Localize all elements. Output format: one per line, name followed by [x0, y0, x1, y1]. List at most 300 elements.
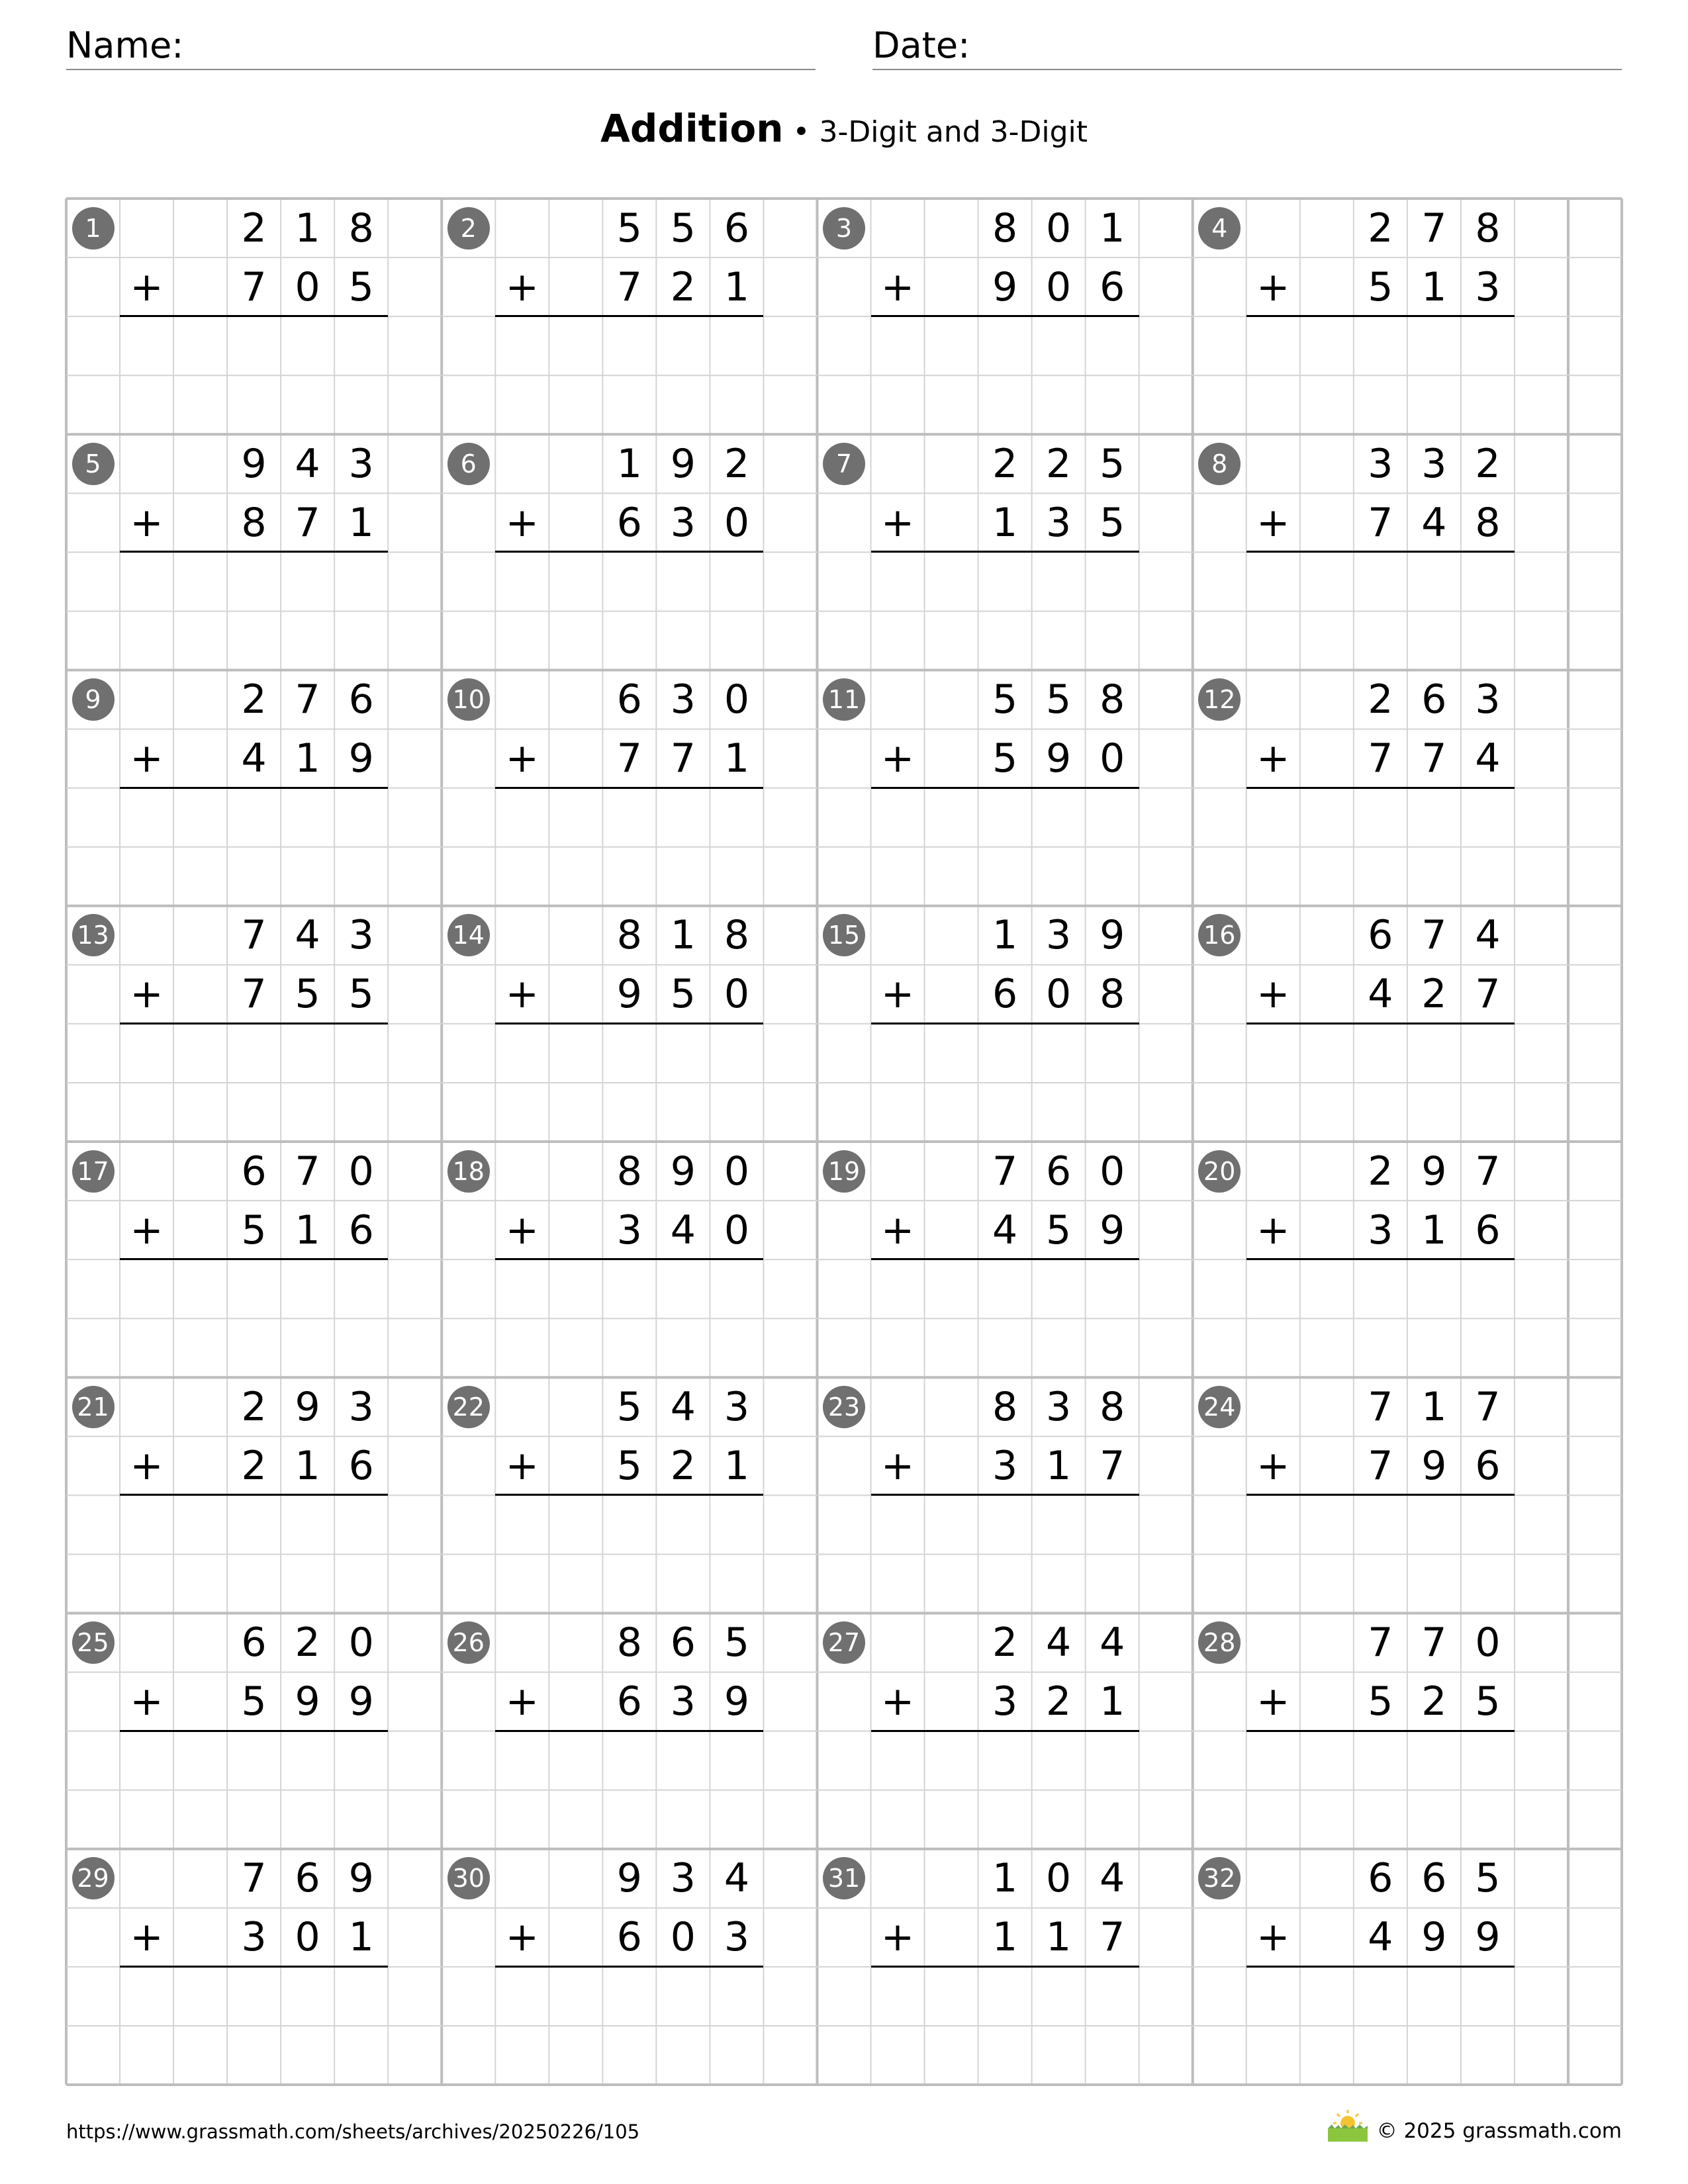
- answer-cell[interactable]: [1461, 1495, 1515, 1554]
- answer-cell[interactable]: [871, 316, 925, 375]
- top-digit: 2: [241, 676, 267, 723]
- top-digit: 9: [348, 1855, 374, 1902]
- answer-cell[interactable]: [1461, 1731, 1515, 1790]
- answer-cell[interactable]: [1354, 1967, 1407, 2026]
- answer-cell[interactable]: [925, 788, 978, 847]
- top-digit: 7: [1421, 912, 1447, 959]
- top-digit: 3: [1368, 440, 1393, 487]
- answer-cell[interactable]: [1246, 1731, 1300, 1790]
- answer-cell[interactable]: [602, 1259, 656, 1318]
- answer-cell[interactable]: [656, 316, 710, 375]
- answer-cell[interactable]: [1407, 1259, 1461, 1318]
- top-digit: 6: [295, 1855, 320, 1902]
- bottom-digit: 5: [295, 971, 320, 1018]
- answer-cell[interactable]: [495, 316, 549, 375]
- bottom-digit: 9: [1421, 1442, 1447, 1489]
- answer-cell[interactable]: [602, 1967, 656, 2026]
- answer-cell[interactable]: [925, 552, 978, 611]
- answer-cell[interactable]: [871, 788, 925, 847]
- plus-sign: +: [505, 1678, 539, 1725]
- answer-cell[interactable]: [1354, 552, 1407, 611]
- bottom-digit: 3: [1368, 1206, 1393, 1253]
- top-digit: 7: [241, 912, 267, 959]
- answer-cell[interactable]: [978, 1024, 1032, 1083]
- answer-cell[interactable]: [549, 1967, 602, 2026]
- answer-cell[interactable]: [227, 1967, 281, 2026]
- answer-cell[interactable]: [281, 552, 334, 611]
- bottom-digit: 5: [616, 1442, 642, 1489]
- answer-cell[interactable]: [334, 788, 388, 847]
- answer-cell[interactable]: [1246, 316, 1300, 375]
- answer-cell[interactable]: [1032, 552, 1086, 611]
- answer-cell[interactable]: [281, 316, 334, 375]
- title-main: Addition: [600, 106, 784, 151]
- top-digit: 4: [295, 912, 320, 959]
- answer-cell[interactable]: [1086, 1967, 1139, 2026]
- answer-cell[interactable]: [1086, 316, 1139, 375]
- answer-cell[interactable]: [656, 1495, 710, 1554]
- answer-cell[interactable]: [1086, 1731, 1139, 1790]
- top-digit: 7: [295, 676, 320, 723]
- answer-cell[interactable]: [1032, 1259, 1086, 1318]
- problem-number-badge: 14: [447, 914, 490, 956]
- top-digit: 3: [670, 676, 696, 723]
- answer-cell[interactable]: [173, 1024, 227, 1083]
- answer-cell[interactable]: [120, 788, 173, 847]
- problem-number-badge: 1: [72, 207, 115, 250]
- bottom-digit: 1: [1046, 1914, 1072, 1961]
- answer-cell[interactable]: [710, 788, 763, 847]
- answer-cell[interactable]: [656, 1731, 710, 1790]
- top-digit: 9: [1100, 912, 1125, 959]
- bottom-digit: 9: [1475, 1914, 1501, 1961]
- answer-cell[interactable]: [871, 1967, 925, 2026]
- answer-cell[interactable]: [227, 316, 281, 375]
- bottom-digit: 1: [724, 1442, 750, 1489]
- top-digit: 9: [295, 1383, 320, 1430]
- bottom-digit: 7: [241, 971, 267, 1018]
- bottom-digit: 5: [1046, 1206, 1072, 1253]
- bottom-digit: 7: [670, 735, 696, 782]
- answer-cell[interactable]: [334, 1731, 388, 1790]
- answer-cell[interactable]: [173, 1731, 227, 1790]
- answer-cell[interactable]: [1086, 552, 1139, 611]
- answer-cell[interactable]: [925, 1967, 978, 2026]
- top-digit: 2: [1368, 205, 1393, 251]
- top-digit: 2: [724, 440, 750, 487]
- bottom-digit: 4: [1368, 971, 1393, 1018]
- top-digit: 5: [1046, 676, 1072, 723]
- answer-cell[interactable]: [227, 1495, 281, 1554]
- bottom-digit: 0: [1100, 735, 1125, 782]
- bottom-digit: 9: [1421, 1914, 1447, 1961]
- bottom-digit: 1: [348, 499, 374, 546]
- answer-cell[interactable]: [710, 1495, 763, 1554]
- answer-cell[interactable]: [1407, 1024, 1461, 1083]
- answer-cell[interactable]: [281, 1259, 334, 1318]
- answer-cell[interactable]: [1407, 788, 1461, 847]
- answer-cell[interactable]: [549, 1731, 602, 1790]
- answer-cell[interactable]: [1032, 1731, 1086, 1790]
- answer-cell[interactable]: [495, 1024, 549, 1083]
- plus-sign: +: [505, 499, 539, 546]
- answer-cell[interactable]: [281, 1731, 334, 1790]
- answer-cell[interactable]: [1246, 1495, 1300, 1554]
- plus-sign: +: [505, 263, 539, 310]
- top-digit: 6: [1368, 1855, 1393, 1902]
- answer-cell[interactable]: [1300, 316, 1354, 375]
- answer-cell[interactable]: [549, 552, 602, 611]
- top-digit: 4: [295, 440, 320, 487]
- answer-cell[interactable]: [173, 316, 227, 375]
- answer-cell[interactable]: [1407, 552, 1461, 611]
- answer-cell[interactable]: [1461, 316, 1515, 375]
- answer-cell[interactable]: [1461, 788, 1515, 847]
- bottom-digit: 5: [1368, 263, 1393, 310]
- top-digit: 9: [670, 1148, 696, 1195]
- answer-cell[interactable]: [925, 1495, 978, 1554]
- answer-cell[interactable]: [1461, 552, 1515, 611]
- top-digit: 4: [1100, 1619, 1125, 1666]
- bottom-digit: 7: [295, 499, 320, 546]
- top-digit: 1: [1100, 205, 1125, 251]
- answer-cell[interactable]: [120, 552, 173, 611]
- top-digit: 2: [295, 1619, 320, 1666]
- answer-cell[interactable]: [710, 316, 763, 375]
- answer-cell[interactable]: [120, 1024, 173, 1083]
- answer-cell[interactable]: [978, 1731, 1032, 1790]
- bottom-digit: 4: [1368, 1914, 1393, 1961]
- bottom-digit: 6: [348, 1206, 374, 1253]
- answer-cell[interactable]: [710, 1967, 763, 2026]
- top-digit: 0: [1046, 1855, 1072, 1902]
- answer-cell[interactable]: [656, 1259, 710, 1318]
- bottom-digit: 2: [1421, 1678, 1447, 1725]
- bottom-digit: 6: [1475, 1442, 1501, 1489]
- answer-cell[interactable]: [925, 316, 978, 375]
- problem-number-badge: 24: [1198, 1386, 1241, 1428]
- answer-cell[interactable]: [173, 1495, 227, 1554]
- top-digit: 7: [1368, 1619, 1393, 1666]
- answer-cell[interactable]: [549, 1259, 602, 1318]
- answer-cell[interactable]: [656, 1024, 710, 1083]
- bottom-digit: 0: [724, 1206, 750, 1253]
- top-digit: 6: [1368, 912, 1393, 959]
- sun-over-grass-icon: [1325, 2107, 1370, 2146]
- top-digit: 6: [724, 205, 750, 251]
- top-digit: 0: [1475, 1619, 1501, 1666]
- bottom-digit: 5: [670, 971, 696, 1018]
- top-digit: 3: [724, 1383, 750, 1430]
- answer-cell[interactable]: [1032, 1967, 1086, 2026]
- answer-cell[interactable]: [1300, 552, 1354, 611]
- answer-cell[interactable]: [1461, 1967, 1515, 2026]
- problem-number-badge: 13: [72, 914, 115, 956]
- answer-cell[interactable]: [549, 1024, 602, 1083]
- answer-cell[interactable]: [1461, 1259, 1515, 1318]
- answer-cell[interactable]: [281, 1024, 334, 1083]
- answer-cell[interactable]: [549, 1495, 602, 1554]
- bottom-digit: 2: [670, 1442, 696, 1489]
- answer-cell[interactable]: [1246, 1024, 1300, 1083]
- bottom-digit: 7: [616, 263, 642, 310]
- problem-number-badge: 23: [823, 1386, 865, 1428]
- answer-cell[interactable]: [602, 1495, 656, 1554]
- answer-cell[interactable]: [1086, 1259, 1139, 1318]
- plus-sign: +: [880, 1678, 915, 1725]
- bottom-digit: 6: [1100, 263, 1125, 310]
- top-digit: 7: [1421, 1619, 1447, 1666]
- top-digit: 8: [1475, 205, 1501, 251]
- answer-cell[interactable]: [495, 552, 549, 611]
- answer-cell[interactable]: [1300, 1495, 1354, 1554]
- bottom-digit: 3: [992, 1678, 1018, 1725]
- answer-cell[interactable]: [871, 1024, 925, 1083]
- plus-sign: +: [130, 1442, 164, 1489]
- answer-cell[interactable]: [1407, 1495, 1461, 1554]
- answer-cell[interactable]: [978, 552, 1032, 611]
- top-digit: 9: [616, 1855, 642, 1902]
- top-digit: 1: [670, 912, 696, 959]
- answer-cell[interactable]: [1300, 1731, 1354, 1790]
- answer-cell[interactable]: [1246, 1967, 1300, 2026]
- answer-cell[interactable]: [334, 1024, 388, 1083]
- answer-cell[interactable]: [602, 1024, 656, 1083]
- answer-cell[interactable]: [227, 788, 281, 847]
- answer-cell[interactable]: [1461, 1024, 1515, 1083]
- plus-sign: +: [1256, 971, 1290, 1018]
- top-digit: 2: [992, 440, 1018, 487]
- top-digit: 7: [1475, 1148, 1501, 1195]
- top-digit: 5: [616, 205, 642, 251]
- problem-number-badge: 9: [72, 678, 115, 721]
- answer-cell[interactable]: [1407, 1731, 1461, 1790]
- bottom-digit: 5: [992, 735, 1018, 782]
- top-digit: 2: [1046, 440, 1072, 487]
- answer-cell[interactable]: [281, 788, 334, 847]
- bottom-digit: 6: [1475, 1206, 1501, 1253]
- top-digit: 4: [1046, 1619, 1072, 1666]
- answer-cell[interactable]: [602, 316, 656, 375]
- answer-cell[interactable]: [656, 788, 710, 847]
- top-digit: 8: [616, 1619, 642, 1666]
- bottom-digit: 0: [724, 499, 750, 546]
- bottom-digit: 2: [670, 263, 696, 310]
- bottom-digit: 3: [670, 1678, 696, 1725]
- answer-cell[interactable]: [1086, 1024, 1139, 1083]
- answer-cell[interactable]: [549, 788, 602, 847]
- answer-cell[interactable]: [656, 552, 710, 611]
- answer-cell[interactable]: [334, 1495, 388, 1554]
- top-digit: 3: [1421, 440, 1447, 487]
- answer-cell[interactable]: [1246, 788, 1300, 847]
- bottom-digit: 8: [241, 499, 267, 546]
- answer-cell[interactable]: [978, 1495, 1032, 1554]
- answer-cell[interactable]: [1086, 788, 1139, 847]
- answer-cell[interactable]: [1300, 1967, 1354, 2026]
- answer-cell[interactable]: [871, 1731, 925, 1790]
- bottom-digit: 1: [724, 263, 750, 310]
- plus-sign: +: [130, 735, 164, 782]
- answer-cell[interactable]: [1300, 1259, 1354, 1318]
- answer-cell[interactable]: [1032, 1024, 1086, 1083]
- plus-sign: +: [130, 499, 164, 546]
- top-digit: 6: [241, 1619, 267, 1666]
- answer-cell[interactable]: [334, 316, 388, 375]
- bottom-digit: 3: [1046, 499, 1072, 546]
- top-digit: 8: [616, 912, 642, 959]
- answer-cell[interactable]: [1032, 1495, 1086, 1554]
- bottom-digit: 1: [295, 1206, 320, 1253]
- top-digit: 5: [992, 676, 1018, 723]
- answer-cell[interactable]: [871, 1495, 925, 1554]
- answer-cell[interactable]: [710, 1259, 763, 1318]
- bottom-digit: 7: [1100, 1442, 1125, 1489]
- bottom-digit: 6: [616, 499, 642, 546]
- top-digit: 8: [1100, 1383, 1125, 1430]
- bottom-digit: 5: [348, 263, 374, 310]
- problem-number-badge: 8: [1198, 443, 1241, 485]
- plus-sign: +: [880, 1914, 915, 1961]
- problem-number-badge: 17: [72, 1150, 115, 1193]
- answer-cell[interactable]: [978, 1967, 1032, 2026]
- answer-cell[interactable]: [1354, 1495, 1407, 1554]
- bottom-digit: 6: [348, 1442, 374, 1489]
- bottom-digit: 3: [1475, 263, 1501, 310]
- plus-sign: +: [505, 1206, 539, 1253]
- answer-cell[interactable]: [978, 316, 1032, 375]
- answer-cell[interactable]: [602, 1731, 656, 1790]
- plus-sign: +: [880, 263, 915, 310]
- answer-cell[interactable]: [495, 788, 549, 847]
- answer-cell[interactable]: [871, 1259, 925, 1318]
- bottom-digit: 0: [295, 263, 320, 310]
- answer-cell[interactable]: [1354, 1731, 1407, 1790]
- answer-cell[interactable]: [978, 788, 1032, 847]
- top-digit: 2: [1475, 440, 1501, 487]
- plus-sign: +: [505, 1914, 539, 1961]
- answer-cell[interactable]: [1246, 552, 1300, 611]
- plus-sign: +: [130, 263, 164, 310]
- answer-cell[interactable]: [120, 1495, 173, 1554]
- problem-number-badge: 18: [447, 1150, 490, 1193]
- problem-number-badge: 11: [823, 678, 865, 721]
- answer-cell[interactable]: [120, 1259, 173, 1318]
- answer-cell[interactable]: [710, 1024, 763, 1083]
- top-digit: 0: [348, 1619, 374, 1666]
- answer-cell[interactable]: [120, 1967, 173, 2026]
- answer-cell[interactable]: [925, 1259, 978, 1318]
- top-digit: 1: [1421, 1383, 1447, 1430]
- answer-cell[interactable]: [602, 552, 656, 611]
- answer-cell[interactable]: [334, 552, 388, 611]
- problem-number-badge: 22: [447, 1386, 490, 1428]
- answer-cell[interactable]: [602, 788, 656, 847]
- name-label: Name:: [66, 24, 184, 66]
- answer-cell[interactable]: [120, 316, 173, 375]
- bottom-digit: 4: [1475, 735, 1501, 782]
- answer-cell[interactable]: [227, 1259, 281, 1318]
- answer-cell[interactable]: [334, 1259, 388, 1318]
- answer-cell[interactable]: [1354, 1259, 1407, 1318]
- answer-cell[interactable]: [710, 552, 763, 611]
- bottom-digit: 6: [616, 1914, 642, 1961]
- answer-cell[interactable]: [334, 1967, 388, 2026]
- problem-number-badge: 2: [447, 207, 490, 250]
- answer-cell[interactable]: [871, 552, 925, 611]
- top-digit: 9: [241, 440, 267, 487]
- answer-cell[interactable]: [227, 552, 281, 611]
- bottom-digit: 7: [1368, 735, 1393, 782]
- bottom-digit: 3: [241, 1914, 267, 1961]
- plus-sign: +: [880, 971, 915, 1018]
- problem-number-badge: 31: [823, 1857, 865, 1899]
- answer-cell[interactable]: [710, 1731, 763, 1790]
- answer-cell[interactable]: [1300, 788, 1354, 847]
- answer-cell[interactable]: [1086, 1495, 1139, 1554]
- answer-cell[interactable]: [120, 1731, 173, 1790]
- answer-cell[interactable]: [1407, 316, 1461, 375]
- problem-number-badge: 28: [1198, 1621, 1241, 1664]
- bottom-digit: 5: [1475, 1678, 1501, 1725]
- plus-sign: +: [130, 1206, 164, 1253]
- plus-sign: +: [880, 499, 915, 546]
- answer-cell[interactable]: [1354, 316, 1407, 375]
- top-digit: 0: [1046, 205, 1072, 251]
- answer-cell[interactable]: [173, 1967, 227, 2026]
- bottom-digit: 7: [1100, 1914, 1125, 1961]
- answer-cell[interactable]: [173, 788, 227, 847]
- bottom-digit: 1: [992, 1914, 1018, 1961]
- answer-cell[interactable]: [1032, 788, 1086, 847]
- answer-cell[interactable]: [1407, 1967, 1461, 2026]
- bottom-digit: 9: [724, 1678, 750, 1725]
- answer-cell[interactable]: [1246, 1259, 1300, 1318]
- answer-cell[interactable]: [281, 1495, 334, 1554]
- bottom-digit: 2: [241, 1442, 267, 1489]
- top-digit: 1: [992, 912, 1018, 959]
- answer-cell[interactable]: [173, 552, 227, 611]
- problem-number-badge: 32: [1198, 1857, 1241, 1899]
- answer-cell[interactable]: [1354, 788, 1407, 847]
- answer-cell[interactable]: [978, 1259, 1032, 1318]
- answer-cell[interactable]: [1032, 316, 1086, 375]
- bottom-digit: 7: [1368, 1442, 1393, 1489]
- answer-cell[interactable]: [495, 1259, 549, 1318]
- plus-sign: +: [505, 735, 539, 782]
- bottom-digit: 9: [1046, 735, 1072, 782]
- answer-cell[interactable]: [495, 1495, 549, 1554]
- answer-cell[interactable]: [495, 1731, 549, 1790]
- answer-cell[interactable]: [281, 1967, 334, 2026]
- bottom-digit: 2: [1421, 971, 1447, 1018]
- answer-cell[interactable]: [173, 1259, 227, 1318]
- answer-cell[interactable]: [1300, 1024, 1354, 1083]
- answer-cell[interactable]: [925, 1731, 978, 1790]
- bottom-digit: 0: [1046, 971, 1072, 1018]
- top-digit: 8: [724, 912, 750, 959]
- problem-number-badge: 3: [823, 207, 865, 250]
- answer-cell[interactable]: [549, 316, 602, 375]
- answer-cell[interactable]: [925, 1024, 978, 1083]
- top-digit: 3: [1046, 1383, 1072, 1430]
- answer-cell[interactable]: [656, 1967, 710, 2026]
- answer-cell[interactable]: [495, 1967, 549, 2026]
- bottom-digit: 0: [295, 1914, 320, 1961]
- answer-cell[interactable]: [227, 1024, 281, 1083]
- answer-cell[interactable]: [227, 1731, 281, 1790]
- answer-cell[interactable]: [1354, 1024, 1407, 1083]
